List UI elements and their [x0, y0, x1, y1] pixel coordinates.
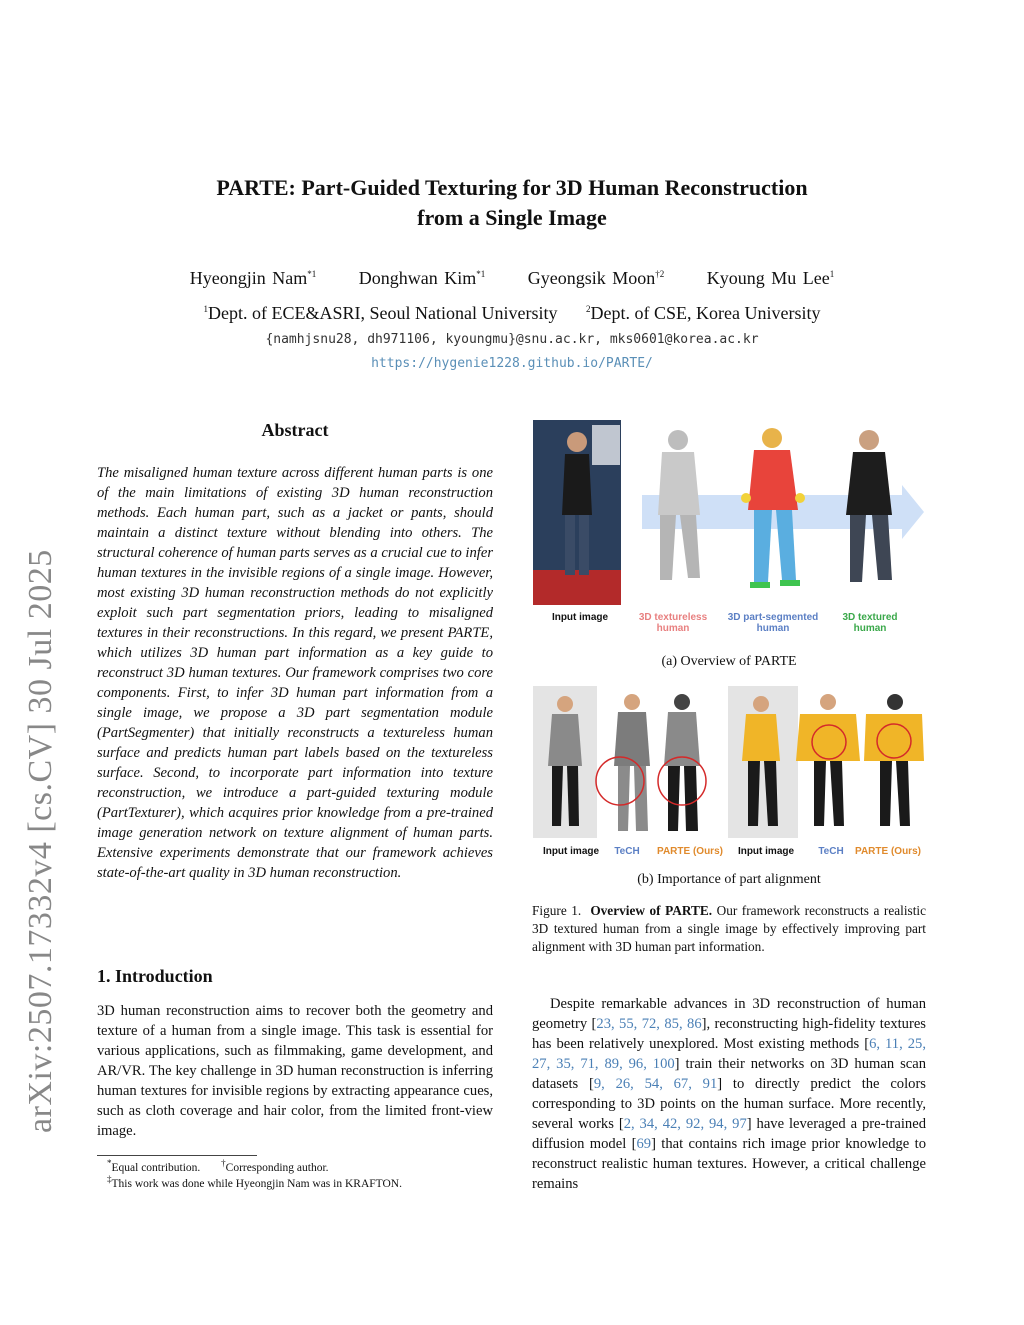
author-list — [90, 268, 934, 289]
figure-1a-caption: (a) Overview of PARTE — [661, 654, 797, 669]
textured-human — [846, 430, 892, 582]
footnote-divider — [97, 1155, 257, 1156]
figure-1a — [532, 420, 926, 645]
label-parte-ours: PARTE (Ours) — [855, 846, 921, 857]
label-input-image: Input image — [551, 612, 609, 623]
label-tech: TeCH — [614, 846, 640, 857]
label-part-segmented-human: 3D part-segmented human — [727, 612, 819, 634]
author: Donghwan Kim$^{*1}$ — [358, 268, 486, 288]
label-textureless-human: 3D textureless human — [638, 612, 708, 634]
footnote-contribution: *Equal contribution. †Corresponding author. — [107, 1158, 329, 1174]
title-line-1: PARTE: Part-Guided Texturing for 3D Human Reconstruction — [216, 175, 808, 200]
footnote-krafton: ‡This work was done while Hyeongjin Nam was in KRAFTON. — [107, 1174, 402, 1190]
label-input-image: Input image — [542, 846, 600, 857]
project-url-link[interactable]: https://hygenie1228.github.io/PARTE/ — [371, 356, 653, 371]
red-carpet — [533, 570, 621, 605]
textureless-human — [658, 430, 700, 580]
affiliation: $^2$Dept. of CSE, Korea University — [586, 303, 821, 323]
yellow-person-parte — [864, 694, 924, 826]
affiliation: $^1$Dept. of ECE&ASRI, Seoul National University — [203, 303, 558, 323]
introduction-text-continued: Despite remarkable advances in 3D reconstruction of human geometry [23, 55, 72, 85, 86], reconstructing high-fidelity textures has been relatively unexplored. Most existing methods [6, 11, 25, 27, 35, 71, 89, 96, 100] train their networks on 3D human scan datasets [9, 26, 54, 67, 91] to directly predict the colors corresponding to 3D points on the human surface. More recently, several works [2, 34, 42, 92, 94, 97] have leveraged a pre-trained diffusion model [69] that contains rich image prior knowledge to reconstruct realistic human textures. However, a critical challenge remains — [532, 996, 927, 1192]
introduction-heading: 1. Introduction — [97, 966, 213, 986]
citation-link[interactable]: 2, 34, 42, 92, 94, 97 — [623, 1116, 747, 1132]
citation-link[interactable]: 6, 11, 25, 27, 35, 71, 89, 96, 100 — [532, 1036, 927, 1072]
camo-person-parte — [658, 694, 706, 831]
arxiv-identifier: arXiv:2507.17332v4 [cs.CV] 30 Jul 2025 — [22, 549, 59, 1133]
figure-1a-illustration — [532, 420, 926, 620]
figure-1-caption: Figure 1. Overview of PARTE. Our framework reconstructs a realistic 3D textured human from a single image by effectively improving part alignment with 3D human part information. — [532, 903, 926, 954]
figure-1b-illustration — [532, 686, 926, 842]
backdrop-logo — [592, 425, 620, 465]
label-parte-ours: PARTE (Ours) — [657, 846, 723, 857]
yellow-person-tech — [796, 694, 860, 826]
figure-1b — [532, 686, 926, 861]
abstract-text: The misaligned human texture across different human parts is one of the main limitations of existing 3D human reconstruction methods. Each human part, such as a jacket or pants, should maintain a distinct texture without blending into others. The structural coherence of human parts serves as a crucial cue to infer human textures in the invisible regions of a single image. However, most existing 3D human reconstruction methods do not explicitly exploit such part segmentation priors, leading to misaligned textures in their reconstructions. In this regard, we present PARTE, which utilizes 3D human part information as a key guide to reconstruct 3D human textures. Our framework comprises two core components. First, to infer 3D human part information from a single image, we propose a 3D part segmentation module (PartSegmenter) that initially reconstructs a textureless human surface and predicts human part labels based on the textureless surface. Second, to incorporate part information into texture reconstruction, we introduce a part-guided texturing module (PartTexturer), which acquires prior knowledge from a pre-trained image generation network on texture alignment of human parts. Extensive experiments demonstrate that our framework achieves state-of-the-art quality in 3D human reconstruction. — [97, 465, 493, 881]
label-input-image: Input image — [737, 846, 795, 857]
label-textured-human: 3D textured human — [842, 612, 898, 634]
affiliations — [90, 303, 934, 324]
author: Gyeongsik Moon$^{\dagger 2}$ — [527, 268, 665, 288]
camo-person-tech — [596, 694, 650, 831]
figure-1b-caption: (b) Importance of part alignment — [637, 872, 821, 887]
abstract-heading: Abstract — [261, 420, 329, 440]
introduction-text: 3D human reconstruction aims to recover both the geometry and texture of a human from a single image. This task is essential for various applications, such as filmmaking, game development, and AR/VR. The key challenge in 3D human reconstruction is inferring human textures for invisible regions by extracting appearance cues, such as cloth coverage and hair color, from the limited front-view image. — [97, 1003, 493, 1139]
part-segmented-human — [741, 428, 805, 588]
citation-link[interactable]: 9, 26, 54, 67, 91 — [593, 1076, 718, 1092]
title-line-2: from a Single Image — [417, 205, 607, 230]
author-emails: {namhjsnu28, dh971106, kyoungmu}@snu.ac.kr, mks0601@korea.ac.kr — [265, 332, 759, 347]
paper-title — [90, 173, 934, 233]
author: Hyeongjin Nam$^{*1}$ — [189, 268, 317, 288]
author: Kyoung Mu Lee$^1$ — [706, 268, 835, 288]
citation-link[interactable]: 23, 55, 72, 85, 86 — [596, 1016, 702, 1032]
label-tech: TeCH — [818, 846, 844, 857]
citation-link[interactable]: 69 — [636, 1136, 652, 1152]
